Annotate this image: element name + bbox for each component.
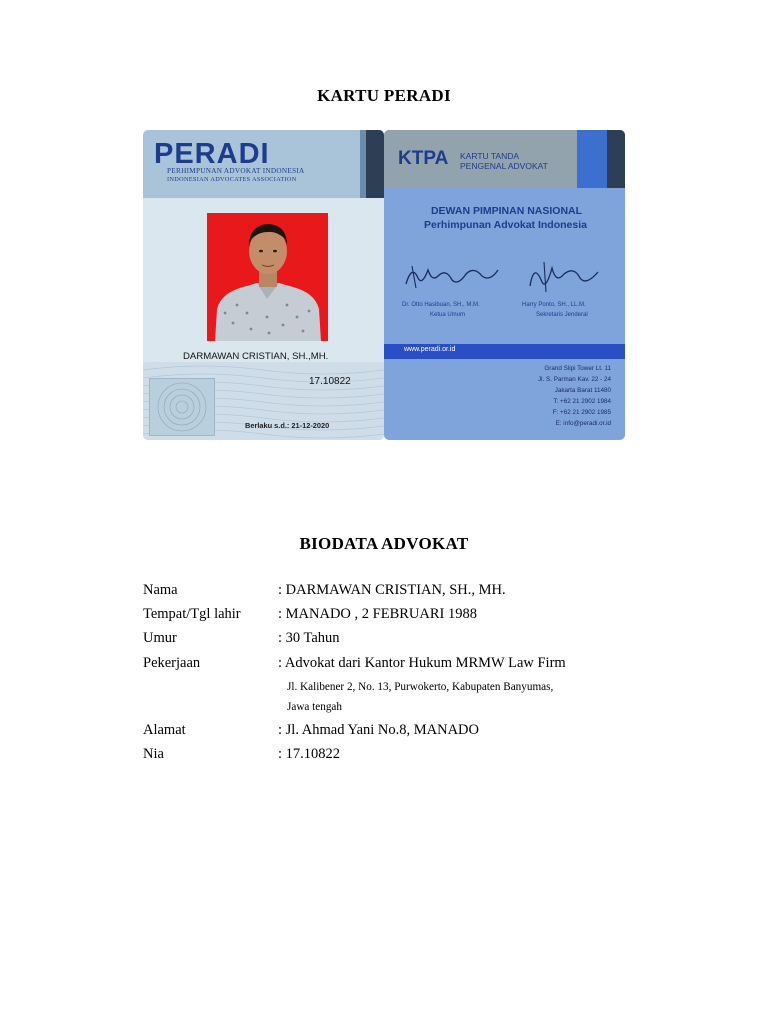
id-card-front bbox=[143, 130, 384, 440]
back-header-blue-stripe bbox=[577, 130, 607, 188]
council-title: DEWAN PIMPINAN NASIONAL bbox=[430, 205, 583, 217]
secretary-role: Sekretaris Jenderal bbox=[536, 312, 588, 318]
org-name-id: PERHIMPUNAN ADVOKAT INDONESIA bbox=[167, 167, 305, 175]
holder-photo bbox=[207, 213, 328, 341]
field-value: : MANADO , 2 FEBRUARI 1988 bbox=[278, 606, 477, 622]
ktpa-subtitle-1: KARTU TANDA bbox=[460, 151, 520, 161]
page-title: KARTU PERADI bbox=[317, 86, 451, 105]
ktpa-subtitle-2: PENGENAL ADVOKAT bbox=[460, 161, 548, 171]
hologram bbox=[149, 378, 215, 436]
field-label: Umur bbox=[143, 630, 177, 646]
field-label: Tempat/Tgl lahir bbox=[143, 606, 241, 622]
field-label: Nia bbox=[143, 746, 164, 762]
field-label: Nama bbox=[143, 582, 178, 598]
office-address-line: Jl. S. Parman Kav. 22 - 24 bbox=[537, 376, 611, 383]
website-text: www.peradi.or.id bbox=[404, 346, 456, 353]
field-label: Pekerjaan bbox=[143, 655, 201, 671]
id-card-back bbox=[384, 130, 625, 440]
card-nia: 17.10822 bbox=[309, 376, 351, 387]
biodata-title: BIODATA ADVOKAT bbox=[299, 534, 469, 553]
office-address: Jl. Kalibener 2, No. 13, Purwokerto, Kabupaten Banyumas, bbox=[287, 681, 554, 693]
card-holder-name: DARMAWAN CRISTIAN, SH.,MH. bbox=[183, 351, 329, 362]
org-name-en: INDONESIAN ADVOCATES ASSOCIATION bbox=[167, 176, 297, 183]
office-address: Jawa tengah bbox=[287, 701, 342, 713]
secretary-name: Harry Ponto, SH., LL.M. bbox=[522, 302, 586, 308]
office-email: E: info@peradi.or.id bbox=[555, 420, 611, 427]
secretary-signature bbox=[524, 256, 604, 296]
office-address-line: Grand Slipi Tower Lt. 11 bbox=[544, 365, 611, 372]
field-value: : DARMAWAN CRISTIAN, SH., MH. bbox=[278, 582, 506, 598]
ktpa-logo: KTPA bbox=[398, 148, 449, 169]
chairman-signature bbox=[402, 256, 502, 296]
field-value: : 30 Tahun bbox=[278, 630, 340, 646]
chairman-role: Ketua Umum bbox=[430, 312, 466, 318]
validity-date: Berlaku s.d.: 21-12-2020 bbox=[245, 421, 330, 430]
peradi-logo: PERADI bbox=[154, 138, 270, 170]
field-label: Alamat bbox=[143, 722, 186, 738]
header-dark-stripe bbox=[366, 130, 384, 198]
office-fax: F: +62 21 2902 1985 bbox=[552, 409, 611, 416]
back-header-dark-stripe bbox=[607, 130, 625, 188]
field-value: : Jl. Ahmad Yani No.8, MANADO bbox=[278, 722, 480, 738]
field-value: : 17.10822 bbox=[278, 746, 341, 762]
office-address-line: Jakarta Barat 11480 bbox=[554, 387, 611, 394]
field-value: : Advokat dari Kantor Hukum MRMW Law Firm bbox=[278, 655, 566, 671]
chairman-name: Dr. Otto Hasibuan, SH., M.M. bbox=[402, 302, 480, 308]
office-phone: T: +62 21 2902 1984 bbox=[553, 398, 611, 405]
association-title: Perhimpunan Advokat Indonesia bbox=[424, 219, 587, 231]
